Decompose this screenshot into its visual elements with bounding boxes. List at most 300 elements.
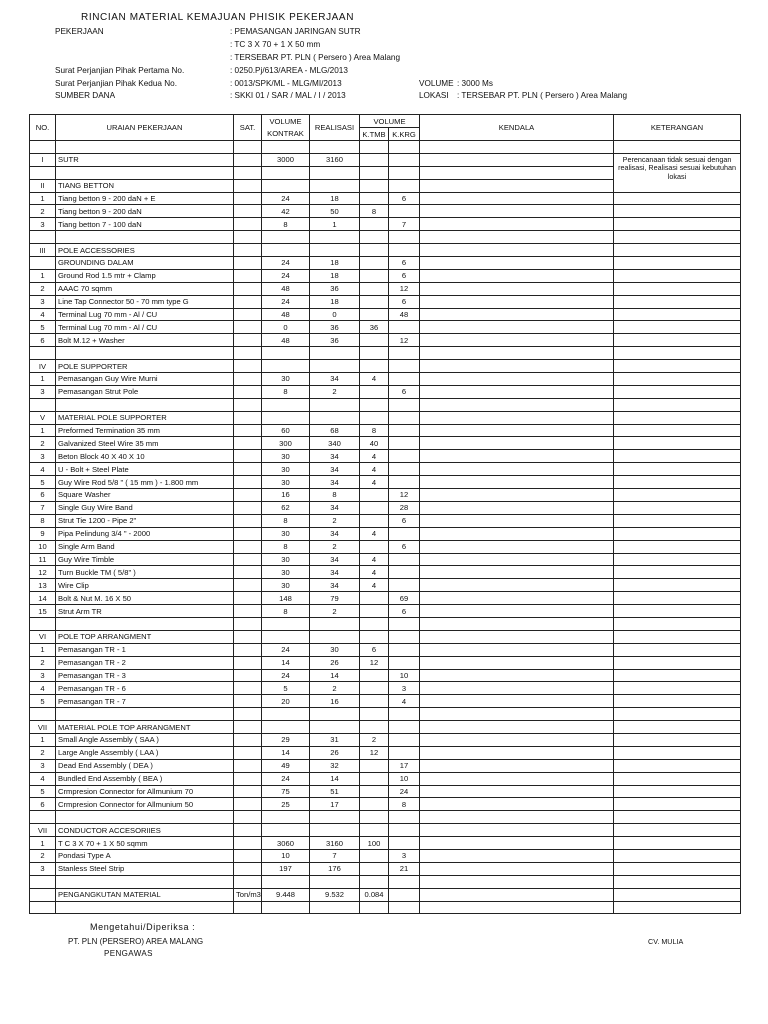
row-kendala: [420, 360, 614, 373]
row-kontrak: [262, 824, 310, 837]
row-realisasi: [310, 360, 360, 373]
row-kkrg: 4: [389, 695, 420, 708]
row-ktmb: 2: [360, 733, 389, 746]
row-ktmb: 4: [360, 553, 389, 566]
row-no: 3: [30, 218, 56, 231]
row-sat: [234, 617, 262, 630]
row-kontrak: 48: [262, 334, 310, 347]
row-no: [30, 888, 56, 901]
row-kkrg: 28: [389, 501, 420, 514]
row-keterangan: [614, 218, 741, 231]
row-ktmb: [360, 295, 389, 308]
row-ktmb: [360, 257, 389, 270]
row-kkrg: 6: [389, 605, 420, 618]
row-no: 3: [30, 295, 56, 308]
row-name: Tiang betton 7 - 100 daN: [56, 218, 234, 231]
row-no: [30, 617, 56, 630]
row-kendala: [420, 347, 614, 360]
row-keterangan: [614, 824, 741, 837]
row-realisasi: 51: [310, 785, 360, 798]
row-realisasi: 17: [310, 798, 360, 811]
row-kontrak: [262, 244, 310, 257]
row-kendala: [420, 811, 614, 824]
row-realisasi: 2: [310, 605, 360, 618]
row-no: 3: [30, 669, 56, 682]
row-sat: [234, 901, 262, 914]
row-no: 12: [30, 566, 56, 579]
row-realisasi: 34: [310, 566, 360, 579]
row-kontrak: 49: [262, 759, 310, 772]
row-ktmb: [360, 153, 389, 166]
row-kkrg: [389, 630, 420, 643]
row-name: Pemasangan Strut Pole: [56, 385, 234, 398]
row-kendala: [420, 385, 614, 398]
row-name: Large Angle Assembly ( LAA ): [56, 746, 234, 759]
row-keterangan: [614, 643, 741, 656]
table-row: [30, 798, 741, 811]
row-kontrak: 5: [262, 682, 310, 695]
row-name: Guy Wire Rod 5/8 " ( 15 mm ) - 1.800 mm: [56, 476, 234, 489]
row-kkrg: [389, 721, 420, 734]
row-kkrg: [389, 347, 420, 360]
row-realisasi: 8: [310, 489, 360, 502]
row-kendala: [420, 308, 614, 321]
row-name: T C 3 X 70 + 1 X 50 sqmm: [56, 837, 234, 850]
row-no: 5: [30, 476, 56, 489]
row-name: Line Tap Connector 50 - 70 mm type G: [56, 295, 234, 308]
table-row: [30, 695, 741, 708]
row-ktmb: 0.084: [360, 888, 389, 901]
row-no: 3: [30, 450, 56, 463]
row-no: 15: [30, 605, 56, 618]
table-row: [30, 669, 741, 682]
row-name: Pipa Pelindung 3/4 " - 2000: [56, 527, 234, 540]
row-name: Square Washer: [56, 489, 234, 502]
row-realisasi: 1: [310, 218, 360, 231]
row-kontrak: 24: [262, 269, 310, 282]
row-ktmb: [360, 398, 389, 411]
row-realisasi: [310, 398, 360, 411]
row-ktmb: [360, 141, 389, 154]
pekerjaan-label: PEKERJAAN: [55, 27, 104, 36]
row-kontrak: 197: [262, 862, 310, 875]
row-sat: [234, 746, 262, 759]
row-no: 9: [30, 527, 56, 540]
row-kontrak: 30: [262, 579, 310, 592]
row-ktmb: [360, 772, 389, 785]
col-keterangan: KETERANGAN: [614, 115, 741, 141]
row-kkrg: 6: [389, 257, 420, 270]
row-sat: [234, 385, 262, 398]
row-kontrak: [262, 901, 310, 914]
table-row: [30, 733, 741, 746]
row-kontrak: 30: [262, 553, 310, 566]
row-sat: [234, 733, 262, 746]
row-no: 2: [30, 656, 56, 669]
row-sat: [234, 579, 262, 592]
mengetahui-label: Mengetahui/Diperiksa :: [90, 922, 196, 932]
row-keterangan: [614, 772, 741, 785]
row-no: 3: [30, 759, 56, 772]
row-kendala: [420, 411, 614, 424]
row-kendala: [420, 424, 614, 437]
row-keterangan: [614, 282, 741, 295]
row-kontrak: [262, 411, 310, 424]
row-keterangan: [614, 501, 741, 514]
row-realisasi: [310, 875, 360, 888]
row-kkrg: 3: [389, 849, 420, 862]
row-realisasi: 14: [310, 669, 360, 682]
row-kontrak: [262, 166, 310, 179]
row-no: I: [30, 153, 56, 166]
row-kendala: [420, 437, 614, 450]
row-sat: [234, 424, 262, 437]
row-no: 1: [30, 837, 56, 850]
row-name: Crmpresion Connector for Allmunium 50: [56, 798, 234, 811]
row-kontrak: 300: [262, 437, 310, 450]
row-sat: [234, 514, 262, 527]
row-ktmb: [360, 811, 389, 824]
table-row: [30, 398, 741, 411]
table-row: [30, 759, 741, 772]
row-name: Bundled End Assembly ( BEA ): [56, 772, 234, 785]
row-realisasi: 2: [310, 385, 360, 398]
table-row: [30, 360, 741, 373]
row-kkrg: 17: [389, 759, 420, 772]
row-keterangan: [614, 437, 741, 450]
pengawas-label: PENGAWAS: [104, 949, 153, 958]
row-realisasi: 50: [310, 205, 360, 218]
row-ktmb: 4: [360, 463, 389, 476]
row-no: 5: [30, 695, 56, 708]
row-kkrg: 24: [389, 785, 420, 798]
table-row: [30, 141, 741, 154]
row-no: V: [30, 411, 56, 424]
table-row: [30, 605, 741, 618]
row-sat: [234, 630, 262, 643]
row-kendala: [420, 527, 614, 540]
table-row: [30, 888, 741, 901]
lokasi-value: : TERSEBAR PT. PLN ( Persero ) Area Malang: [457, 91, 628, 101]
row-realisasi: 176: [310, 862, 360, 875]
row-realisasi: 34: [310, 527, 360, 540]
row-sat: [234, 643, 262, 656]
table-row: [30, 579, 741, 592]
row-realisasi: [310, 411, 360, 424]
row-kkrg: [389, 656, 420, 669]
row-kkrg: [389, 398, 420, 411]
row-name: Stanless Steel Strip: [56, 862, 234, 875]
row-name: Terminal Lug 70 mm - Al / CU: [56, 308, 234, 321]
row-realisasi: 36: [310, 334, 360, 347]
row-name: [56, 811, 234, 824]
row-kkrg: [389, 837, 420, 850]
row-kendala: [420, 759, 614, 772]
row-name: Bolt & Nut M. 16 X 50: [56, 592, 234, 605]
table-row: [30, 385, 741, 398]
row-sat: [234, 824, 262, 837]
row-kontrak: 30: [262, 476, 310, 489]
row-ktmb: [360, 334, 389, 347]
table-row: [30, 282, 741, 295]
row-kendala: [420, 321, 614, 334]
row-sat: [234, 798, 262, 811]
table-row: [30, 347, 741, 360]
row-name: Dead End Assembly ( DEA ): [56, 759, 234, 772]
row-sat: [234, 321, 262, 334]
row-kkrg: [389, 437, 420, 450]
row-no: 2: [30, 849, 56, 862]
row-kkrg: [389, 166, 420, 179]
row-ktmb: [360, 269, 389, 282]
row-sat: [234, 656, 262, 669]
spk2-label: Surat Perjanjian Pihak Kedua No.: [55, 78, 177, 88]
col-uraian: URAIAN PEKERJAAN: [56, 115, 234, 141]
row-realisasi: 34: [310, 450, 360, 463]
row-kendala: [420, 205, 614, 218]
table-row: [30, 450, 741, 463]
row-kendala: [420, 849, 614, 862]
row-name: Ground Rod 1.5 mtr + Clamp: [56, 269, 234, 282]
row-kendala: [420, 875, 614, 888]
row-no: VI: [30, 630, 56, 643]
row-kendala: [420, 192, 614, 205]
row-realisasi: 18: [310, 295, 360, 308]
row-kkrg: [389, 179, 420, 192]
row-ktmb: 100: [360, 837, 389, 850]
col-volume-kontrak-top: VOLUME: [262, 115, 310, 128]
row-ktmb: [360, 759, 389, 772]
row-ktmb: 40: [360, 437, 389, 450]
row-realisasi: 31: [310, 733, 360, 746]
row-no: 2: [30, 746, 56, 759]
row-no: 1: [30, 643, 56, 656]
table-row: [30, 424, 741, 437]
row-sat: [234, 759, 262, 772]
row-sat: [234, 785, 262, 798]
row-sat: [234, 244, 262, 257]
row-kontrak: [262, 708, 310, 721]
row-name: [56, 708, 234, 721]
row-kontrak: [262, 179, 310, 192]
row-sat: [234, 566, 262, 579]
row-keterangan: [614, 837, 741, 850]
row-name: CONDUCTOR ACCESORIIES: [56, 824, 234, 837]
row-kontrak: 8: [262, 540, 310, 553]
col-kkrg: K.KRG: [389, 128, 420, 141]
dana-value: : SKKI 01 / SAR / MAL / I / 2013: [230, 91, 346, 101]
row-name: POLE TOP ARRANGMENT: [56, 630, 234, 643]
row-sat: [234, 166, 262, 179]
row-no: [30, 901, 56, 914]
row-realisasi: 32: [310, 759, 360, 772]
row-ktmb: [360, 630, 389, 643]
row-kendala: [420, 901, 614, 914]
row-keterangan: [614, 721, 741, 734]
row-kendala: [420, 837, 614, 850]
row-sat: [234, 398, 262, 411]
row-sat: [234, 411, 262, 424]
row-kontrak: 14: [262, 746, 310, 759]
row-realisasi: 34: [310, 463, 360, 476]
row-ktmb: [360, 501, 389, 514]
table-row: [30, 489, 741, 502]
table-row: [30, 656, 741, 669]
row-kontrak: 30: [262, 566, 310, 579]
row-name: [56, 617, 234, 630]
row-keterangan: [614, 308, 741, 321]
row-kkrg: [389, 901, 420, 914]
row-ktmb: [360, 849, 389, 862]
table-row: [30, 269, 741, 282]
row-name: Single Arm Band: [56, 540, 234, 553]
row-ktmb: [360, 385, 389, 398]
row-keterangan: [614, 875, 741, 888]
row-kkrg: 7: [389, 218, 420, 231]
row-name: Pemasangan TR - 6: [56, 682, 234, 695]
row-keterangan: [614, 205, 741, 218]
table-row: [30, 901, 741, 914]
row-sat: [234, 540, 262, 553]
row-kkrg: [389, 244, 420, 257]
row-keterangan: [614, 785, 741, 798]
row-no: 2: [30, 205, 56, 218]
row-sat: [234, 682, 262, 695]
table-row: [30, 205, 741, 218]
table-row: [30, 527, 741, 540]
table-row: [30, 617, 741, 630]
row-sat: [234, 875, 262, 888]
row-realisasi: [310, 231, 360, 244]
row-kendala: [420, 501, 614, 514]
row-keterangan: [614, 553, 741, 566]
row-realisasi: 30: [310, 643, 360, 656]
row-no: [30, 257, 56, 270]
row-kkrg: 10: [389, 669, 420, 682]
row-sat: [234, 450, 262, 463]
row-sat: [234, 373, 262, 386]
row-no: 11: [30, 553, 56, 566]
row-no: [30, 141, 56, 154]
row-sat: [234, 360, 262, 373]
table-row: [30, 566, 741, 579]
row-keterangan: [614, 269, 741, 282]
row-kendala: [420, 450, 614, 463]
row-kendala: [420, 643, 614, 656]
col-ktmb: K.TMB: [360, 128, 389, 141]
row-kkrg: [389, 205, 420, 218]
row-no: [30, 811, 56, 824]
row-sat: [234, 476, 262, 489]
table-row: [30, 540, 741, 553]
row-realisasi: [310, 721, 360, 734]
row-realisasi: 34: [310, 553, 360, 566]
row-no: 13: [30, 579, 56, 592]
table-row: [30, 501, 741, 514]
row-name: TIANG BETTON: [56, 179, 234, 192]
row-ktmb: [360, 192, 389, 205]
row-kkrg: [389, 231, 420, 244]
row-no: 1: [30, 424, 56, 437]
row-ktmb: [360, 682, 389, 695]
row-name: POLE SUPPORTER: [56, 360, 234, 373]
row-ktmb: [360, 695, 389, 708]
table-row: [30, 257, 741, 270]
row-realisasi: [310, 824, 360, 837]
row-sat: [234, 837, 262, 850]
row-kendala: [420, 682, 614, 695]
row-realisasi: [310, 617, 360, 630]
row-keterangan: [614, 192, 741, 205]
row-sat: [234, 334, 262, 347]
row-no: 2: [30, 437, 56, 450]
row-kendala: [420, 605, 614, 618]
row-sat: [234, 708, 262, 721]
row-kontrak: [262, 630, 310, 643]
row-kontrak: 25: [262, 798, 310, 811]
row-name: [56, 231, 234, 244]
row-kontrak: 8: [262, 514, 310, 527]
row-name: [56, 901, 234, 914]
row-sat: [234, 849, 262, 862]
row-kontrak: 30: [262, 463, 310, 476]
row-name: Pondasi Type A: [56, 849, 234, 862]
row-kontrak: 0: [262, 321, 310, 334]
row-sat: [234, 205, 262, 218]
row-realisasi: 34: [310, 373, 360, 386]
row-sat: [234, 269, 262, 282]
row-kendala: [420, 514, 614, 527]
row-realisasi: 18: [310, 192, 360, 205]
row-sat: [234, 192, 262, 205]
row-realisasi: [310, 708, 360, 721]
row-no: 10: [30, 540, 56, 553]
row-sat: [234, 862, 262, 875]
table-row: [30, 437, 741, 450]
pekerjaan-value-2: : TC 3 X 70 + 1 X 50 mm: [230, 39, 321, 49]
col-no: NO.: [30, 115, 56, 141]
row-ktmb: [360, 166, 389, 179]
row-kontrak: [262, 347, 310, 360]
row-realisasi: 26: [310, 656, 360, 669]
pekerjaan-value-3: : TERSEBAR PT. PLN ( Persero ) Area Malang: [230, 52, 401, 62]
row-kendala: [420, 566, 614, 579]
row-no: 6: [30, 798, 56, 811]
row-no: [30, 231, 56, 244]
row-kendala: [420, 257, 614, 270]
row-sat: [234, 605, 262, 618]
row-kontrak: 20: [262, 695, 310, 708]
row-no: [30, 875, 56, 888]
row-name: POLE ACCESSORIES: [56, 244, 234, 257]
col-realisasi: REALISASI: [310, 115, 360, 141]
row-sat: [234, 669, 262, 682]
row-kendala: [420, 179, 614, 192]
row-name: Pemasangan TR - 1: [56, 643, 234, 656]
row-ktmb: [360, 708, 389, 721]
row-kontrak: [262, 398, 310, 411]
table-row: [30, 862, 741, 875]
row-realisasi: 3160: [310, 153, 360, 166]
table-row: [30, 553, 741, 566]
row-no: 1: [30, 269, 56, 282]
row-kendala: [420, 772, 614, 785]
row-kendala: [420, 721, 614, 734]
row-kendala: [420, 295, 614, 308]
table-row: [30, 476, 741, 489]
row-ktmb: [360, 179, 389, 192]
row-name: Small Angle Assembly ( SAA ): [56, 733, 234, 746]
